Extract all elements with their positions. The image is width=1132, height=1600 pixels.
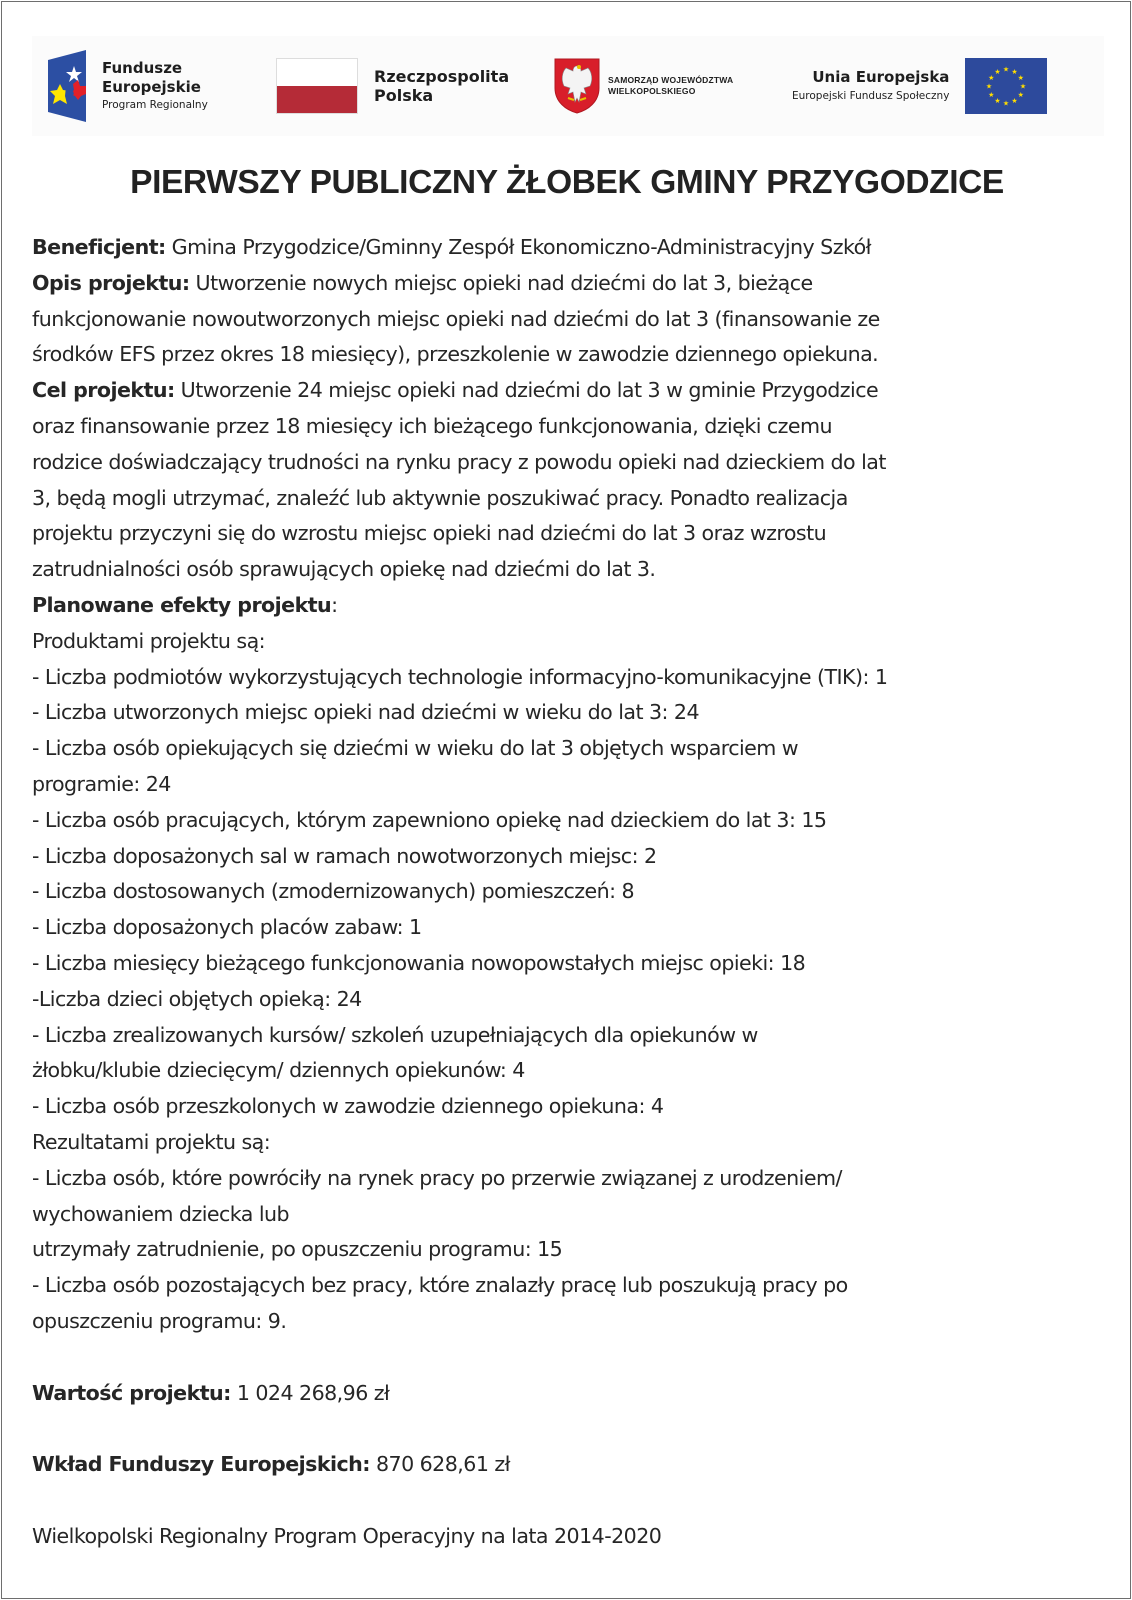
- wartosc-line: [32, 1376, 1112, 1412]
- fundusze-line2: Europejskie: [102, 77, 201, 96]
- produkt-item: - Liczba zrealizowanych kursów/ szkoleń uzupełniających dla opiekunów w: [32, 1022, 758, 1047]
- poland-line2: Polska: [374, 86, 434, 105]
- produkt-item: - Liczba osób przeszkolonych w zawodzie dziennego opiekuna: 4: [32, 1094, 664, 1119]
- eu-star-icon: ★: [1011, 67, 1019, 76]
- eu-star-icon: ★: [1003, 99, 1010, 108]
- efekty-heading: [32, 588, 1112, 624]
- efekty-suffix: :: [331, 592, 338, 617]
- opis-line: funkcjonowanie nowoutworzonych miejsc opieki nad dziećmi do lat 3 (finansowanie ze: [32, 306, 880, 331]
- rzeczpospolita-polska-logo: [276, 36, 509, 136]
- eu-star-icon: ★: [1018, 91, 1025, 99]
- eu-flag-icon: [965, 58, 1047, 114]
- eu-star-icon: ★: [988, 74, 995, 82]
- opis-text: Utworzenie nowych miejsc opieki nad dziećmi do lat 3, bieżące: [189, 270, 813, 295]
- produkt-item: -Liczba dzieci objętych opieką: 24: [32, 986, 362, 1011]
- spacer: [32, 1340, 1112, 1376]
- opis-line: środków EFS przez okres 18 miesięcy), przeszkolenie w zawodzie dziennego opiekuna.: [32, 342, 879, 367]
- eu-star-icon: ★: [1018, 74, 1025, 82]
- eu-star-icon: ★: [994, 67, 1002, 76]
- rezultat-item: - Liczba osób pozostających bez pracy, które znalazły pracę lub poszukują pracy po: [32, 1273, 848, 1298]
- produkt-item: - Liczba podmiotów wykorzystujących technologie informacyjno-komunikacyjne (TIK): 1: [32, 664, 888, 689]
- eu-star-icon: ★: [1020, 82, 1027, 91]
- rezultat-item: opuszczeniu programu: 9.: [32, 1308, 287, 1333]
- opis-label: Opis projektu:: [32, 270, 190, 295]
- samorzad-wojewodztwa-logo: [554, 36, 733, 136]
- wklad-value: 870 628,61 zł: [369, 1452, 510, 1477]
- eu-star-icon: ★: [988, 91, 995, 99]
- cel-line: rodzice doświadczający trudności na rynku pracy z powodu opieki nad dzieckiem do lat: [32, 449, 886, 474]
- fundusze-line3: Program Regionalny: [102, 98, 208, 111]
- cel-text: Utworzenie 24 miejsc opieki nad dziećmi do lat 3 w gminie Przygodzice: [174, 378, 879, 403]
- poland-line1: Rzeczpospolita: [374, 67, 510, 86]
- unia-europejska-logo: [792, 36, 1047, 136]
- fundusze-europejskie-logo: [48, 36, 208, 136]
- program-line: Wielkopolski Regionalny Program Operacyjny na lata 2014-2020: [32, 1523, 662, 1548]
- rezultat-item: utrzymały zatrudnienie, po opuszczeniu programu: 15: [32, 1237, 563, 1262]
- wklad-label: Wkład Funduszy Europejskich:: [32, 1452, 370, 1477]
- page-title: PIERWSZY PUBLICZNY ŻŁOBEK GMINY PRZYGODZICE: [130, 164, 1004, 201]
- logo-bar: [32, 36, 1104, 136]
- produkt-item: żłobku/klubie dziecięcym/ dziennych opiekunów: 4: [32, 1058, 525, 1083]
- cel-line: oraz finansowanie przez 18 miesięcy ich bieżącego funkcjonowania, dzięki czemu: [32, 413, 833, 438]
- samorzad-line2: WIELKOPOLSKIEGO: [608, 86, 696, 96]
- eu-star-icon: ★: [1011, 97, 1019, 106]
- cel-line: zatrudnialności osób sprawujących opiekę nad dziećmi do lat 3.: [32, 557, 656, 582]
- fundusze-line1: Fundusze: [102, 58, 183, 77]
- eu-line1: Unia Europejska: [812, 68, 950, 86]
- cel-line: [32, 373, 1112, 409]
- eu-line2: Europejski Fundusz Społeczny: [792, 90, 950, 102]
- rezultat-item: wychowaniem dziecka lub: [32, 1201, 290, 1226]
- beneficjent-value: Gmina Przygodzice/Gminny Zespół Ekonomiczno-Administracyjny Szkół: [165, 235, 871, 259]
- wklad-line: [32, 1447, 1112, 1483]
- project-description: [32, 230, 1112, 1554]
- spacer: [32, 1411, 1112, 1447]
- wartosc-value: 1 024 268,96 zł: [230, 1380, 390, 1405]
- produkty-heading: Produktami projektu są:: [32, 628, 266, 653]
- produkt-item: - Liczba osób opiekujących się dziećmi w wieku do lat 3 objętych wsparciem w: [32, 736, 799, 761]
- spacer: [32, 1483, 1112, 1519]
- efekty-label: Planowane efekty projektu: [32, 592, 332, 617]
- samorzad-line1: SAMORZĄD WOJEWÓDZTWA: [608, 75, 734, 85]
- eu-star-icon: ★: [1003, 65, 1010, 74]
- opis-line: [32, 266, 1112, 302]
- produkt-item: - Liczba dostosowanych (zmodernizowanych) pomieszczeń: 8: [32, 879, 635, 904]
- fundusze-europejskie-flag-icon: [48, 50, 88, 122]
- produkt-item: - Liczba miesięcy bieżącego funkcjonowania nowopowstałych miejsc opieki: 18: [32, 950, 806, 975]
- cel-label: Cel projektu:: [32, 378, 175, 403]
- beneficjent-label: Beneficjent:: [32, 235, 166, 259]
- eu-star-icon: ★: [994, 97, 1002, 106]
- eu-star-icon: ★: [986, 82, 993, 91]
- rezultat-item: - Liczba osób, które powróciły na rynek pracy po przerwie związanej z urodzeniem/: [32, 1165, 842, 1190]
- poster-frame: [1, 1, 1131, 1599]
- produkt-item: programie: 24: [32, 771, 171, 796]
- produkt-item: - Liczba osób pracujących, którym zapewniono opiekę nad dzieckiem do lat 3: 15: [32, 807, 827, 832]
- rezultaty-heading: Rezultatami projektu są:: [32, 1129, 271, 1154]
- cel-line: 3, będą mogli utrzymać, znaleźć lub aktywnie poszukiwać pracy. Ponadto realizacja: [32, 485, 848, 510]
- produkt-item: - Liczba doposażonych placów zabaw: 1: [32, 915, 422, 940]
- cel-line: projektu przyczyni się do wzrostu miejsc opieki nad dziećmi do lat 3 oraz wzrostu: [32, 521, 827, 546]
- polish-flag-icon: [276, 58, 358, 114]
- wartosc-label: Wartość projektu:: [32, 1380, 231, 1405]
- produkt-item: - Liczba utworzonych miejsc opieki nad dziećmi w wieku do lat 3: 24: [32, 700, 700, 725]
- beneficjent-line: [32, 230, 1112, 266]
- produkt-item: - Liczba doposażonych sal w ramach nowotworzonych miejsc: 2: [32, 843, 657, 868]
- wielkopolska-coat-of-arms-icon: [554, 58, 600, 114]
